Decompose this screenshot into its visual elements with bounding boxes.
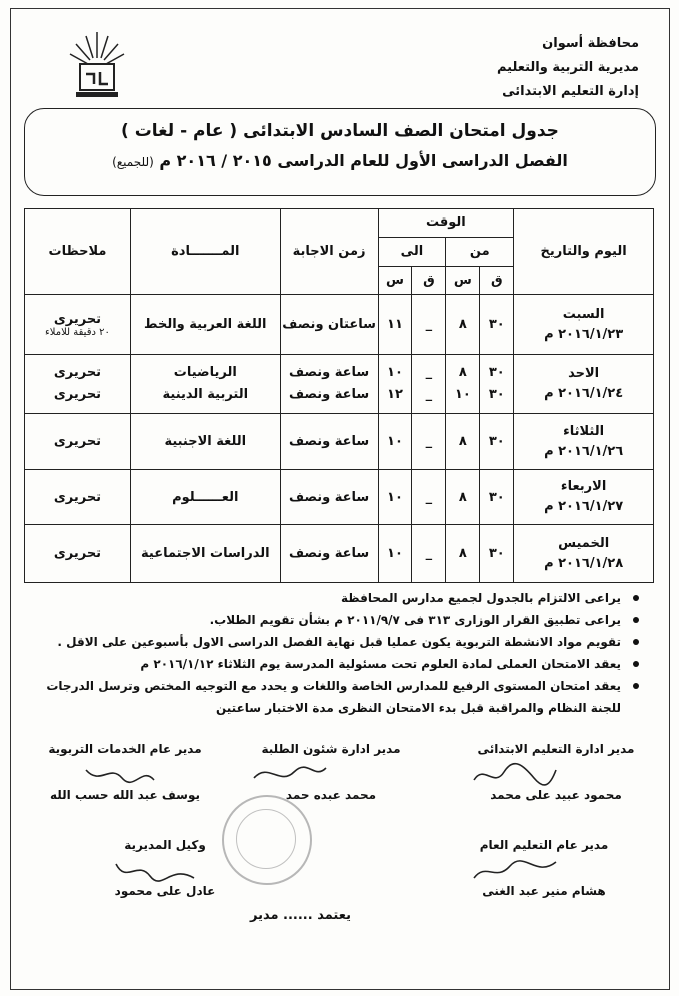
day-name: الاحد bbox=[568, 366, 600, 382]
remark-1: تحريرى bbox=[53, 365, 102, 381]
header-to: الى bbox=[378, 237, 446, 266]
duration-2: ساعة ونصف bbox=[288, 387, 370, 403]
approval-line: يعتمد ...... مدير bbox=[250, 908, 351, 923]
header-day-date: اليوم والتاريخ bbox=[514, 209, 654, 295]
to-hour: ١٠ bbox=[378, 525, 412, 583]
exam-date: ٢٠١٦/١/٢٣ م bbox=[544, 326, 624, 342]
subject: اللغة الاجنبية bbox=[130, 414, 280, 469]
remark-cell bbox=[25, 295, 131, 355]
note-item: يراعى تطبيق القرار الوزارى ٣١٣ فى ٢٠١١/٩/٧ م بشأن تقويم الطلاب. bbox=[39, 609, 639, 631]
from-hour-2: ١٠ bbox=[454, 387, 471, 403]
remark: تحريرى bbox=[25, 525, 131, 583]
from-hour: ٨ bbox=[446, 295, 480, 355]
remark-cell bbox=[25, 354, 131, 414]
handwritten-signature-student-affairs bbox=[250, 760, 330, 788]
subject: الدراسات الاجتماعية bbox=[130, 525, 280, 583]
day-name: الخميس bbox=[558, 535, 610, 551]
header-remarks: ملاحظات bbox=[25, 209, 131, 295]
note-item: يعقد امتحان المستوى الرفيع للمدارس الخاصة واللغات و يحدد مع التوجيه المختص وترسل الدرجات للجنة النظام والمراقبة قبل بدء الامتحان النظرى مدة الاختبار ساعتين bbox=[39, 675, 639, 719]
services-name: يوسف عبد الله حسب الله bbox=[49, 788, 200, 802]
from-minute: ٣٠ bbox=[480, 469, 514, 524]
duration: ساعة ونصف bbox=[280, 469, 378, 524]
official-stamp-icon bbox=[222, 795, 312, 885]
subject: العــــــلوم bbox=[130, 469, 280, 524]
to-hour: ١١ bbox=[378, 295, 412, 355]
from-hour-1: ٨ bbox=[458, 365, 467, 381]
title-line-1: جدول امتحان الصف السادس الابتدائى ( عام - لغات ) bbox=[121, 121, 559, 141]
title-box bbox=[24, 108, 656, 196]
to-hour: ١٠ bbox=[378, 469, 412, 524]
exam-date: ٢٠١٦/١/٢٦ م bbox=[544, 443, 624, 459]
header-to-hour: س bbox=[378, 266, 412, 295]
title-line-2-text: الفصل الدراسى الأول للعام الدراسى ٢٠١٥ / ٢٠١٦ م bbox=[159, 151, 568, 170]
notes-list bbox=[39, 587, 639, 719]
table-row bbox=[25, 414, 654, 469]
exam-date: ٢٠١٦/١/٢٨ م bbox=[544, 555, 624, 571]
note-item: يعقد الامتحان العملى لمادة العلوم تحت مسئولية المدرسة يوم الثلاثاء ٢٠١٦/١/١٢ م bbox=[39, 653, 639, 675]
from-hour: ٨ bbox=[446, 469, 480, 524]
title-line-2 bbox=[25, 151, 655, 170]
table-row bbox=[25, 354, 654, 414]
remark: تحريرى bbox=[25, 414, 131, 469]
header-subject: المـــــــادة bbox=[130, 209, 280, 295]
duration-1: ساعة ونصف bbox=[288, 365, 370, 381]
header-duration: زمن الاجابة bbox=[280, 209, 378, 295]
title-line-2-suffix: (للجميع) bbox=[112, 155, 154, 169]
subject-2: التربية الدينية bbox=[162, 387, 249, 403]
from-minute-1: ٣٠ bbox=[488, 365, 505, 381]
duration: ساعة ونصف bbox=[280, 414, 378, 469]
table-row bbox=[25, 469, 654, 524]
day-date-cell bbox=[514, 525, 654, 583]
duration bbox=[280, 354, 378, 414]
remark-2: تحريرى bbox=[53, 387, 102, 403]
header-to-minute: ق bbox=[412, 266, 446, 295]
to-minute: _ bbox=[412, 295, 446, 355]
primary-title: مدير ادارة التعليم الابتدائى bbox=[477, 742, 635, 756]
ministry-logo-icon bbox=[66, 28, 128, 102]
day-date-cell bbox=[514, 414, 654, 469]
exam-date: ٢٠١٦/١/٢٧ م bbox=[544, 499, 624, 515]
header-from-hour: س bbox=[446, 266, 480, 295]
to-hour-1: ١٠ bbox=[387, 365, 403, 381]
from-minute: ٣٠ bbox=[480, 414, 514, 469]
handwritten-signature-general bbox=[470, 856, 560, 886]
remark-note: ٢٠ دقيقة للاملاء bbox=[45, 326, 110, 338]
to-minute: _ bbox=[412, 525, 446, 583]
from-hour: ٨ bbox=[446, 525, 480, 583]
governorate-label: محافظة أسوان bbox=[542, 36, 639, 51]
day-name: الاربعاء bbox=[560, 479, 607, 495]
from-minute bbox=[480, 354, 514, 414]
directorate-label: مديرية التربية والتعليم bbox=[496, 60, 639, 75]
to-minute: _ bbox=[412, 414, 446, 469]
duration: ساعتان ونصف bbox=[280, 295, 378, 355]
header-from: من bbox=[446, 237, 514, 266]
note-item: تقويم مواد الانشطة التربوية يكون عمليا قبل نهاية الفصل الدراسى الاول بأسبوعين على الاقل . bbox=[39, 631, 639, 653]
header-block bbox=[497, 32, 639, 104]
header-from-minute: ق bbox=[480, 266, 514, 295]
general-title: مدير عام التعليم العام bbox=[479, 838, 609, 852]
to-hour-2: ١٢ bbox=[387, 387, 403, 403]
day-date-cell bbox=[514, 295, 654, 355]
from-minute: ٣٠ bbox=[480, 525, 514, 583]
administration-label: إدارة التعليم الابتدائى bbox=[502, 84, 639, 99]
table-row bbox=[25, 525, 654, 583]
remark: تحريرى bbox=[53, 311, 102, 327]
subject: اللغة العربية والخط bbox=[130, 295, 280, 355]
header-time: الوقت bbox=[378, 209, 514, 238]
table-row bbox=[25, 295, 654, 355]
to-minute bbox=[412, 354, 446, 414]
day-date-cell bbox=[514, 354, 654, 414]
to-hour bbox=[378, 354, 412, 414]
duration: ساعة ونصف bbox=[280, 525, 378, 583]
day-date-cell bbox=[514, 469, 654, 524]
general-name: هشام منير عبد الغنى bbox=[482, 884, 606, 898]
subject-1: الرياضيات bbox=[173, 365, 237, 381]
from-minute-2: ٣٠ bbox=[488, 387, 505, 403]
exam-schedule-table bbox=[24, 208, 654, 583]
exam-date: ٢٠١٦/١/٢٤ م bbox=[544, 386, 624, 402]
remark: تحريرى bbox=[25, 469, 131, 524]
student-affairs-name: محمد عبده حمد bbox=[285, 788, 377, 802]
services-title: مدير عام الخدمات التربوية bbox=[48, 742, 202, 756]
day-name: السبت bbox=[562, 306, 605, 322]
handwritten-signature-primary bbox=[470, 760, 560, 790]
deputy-title: وكيل المديرية bbox=[124, 838, 206, 852]
from-hour: ٨ bbox=[446, 414, 480, 469]
subject bbox=[130, 354, 280, 414]
handwritten-signature-deputy bbox=[110, 856, 200, 886]
from-hour bbox=[446, 354, 480, 414]
student-affairs-title: مدير ادارة شئون الطلبة bbox=[261, 742, 401, 756]
from-minute: ٣٠ bbox=[480, 295, 514, 355]
primary-name: محمود عبيد على محمد bbox=[490, 788, 622, 802]
deputy-name: عادل على محمود bbox=[114, 884, 216, 898]
to-hour: ١٠ bbox=[378, 414, 412, 469]
day-name: الثلاثاء bbox=[563, 423, 605, 439]
to-minute: _ bbox=[412, 469, 446, 524]
note-item: يراعى الالتزام بالجدول لجميع مدارس المحافظة bbox=[39, 587, 639, 609]
to-minute-1: _ bbox=[425, 365, 433, 381]
handwritten-signature-services bbox=[80, 760, 160, 788]
to-minute-2: _ bbox=[425, 387, 433, 403]
